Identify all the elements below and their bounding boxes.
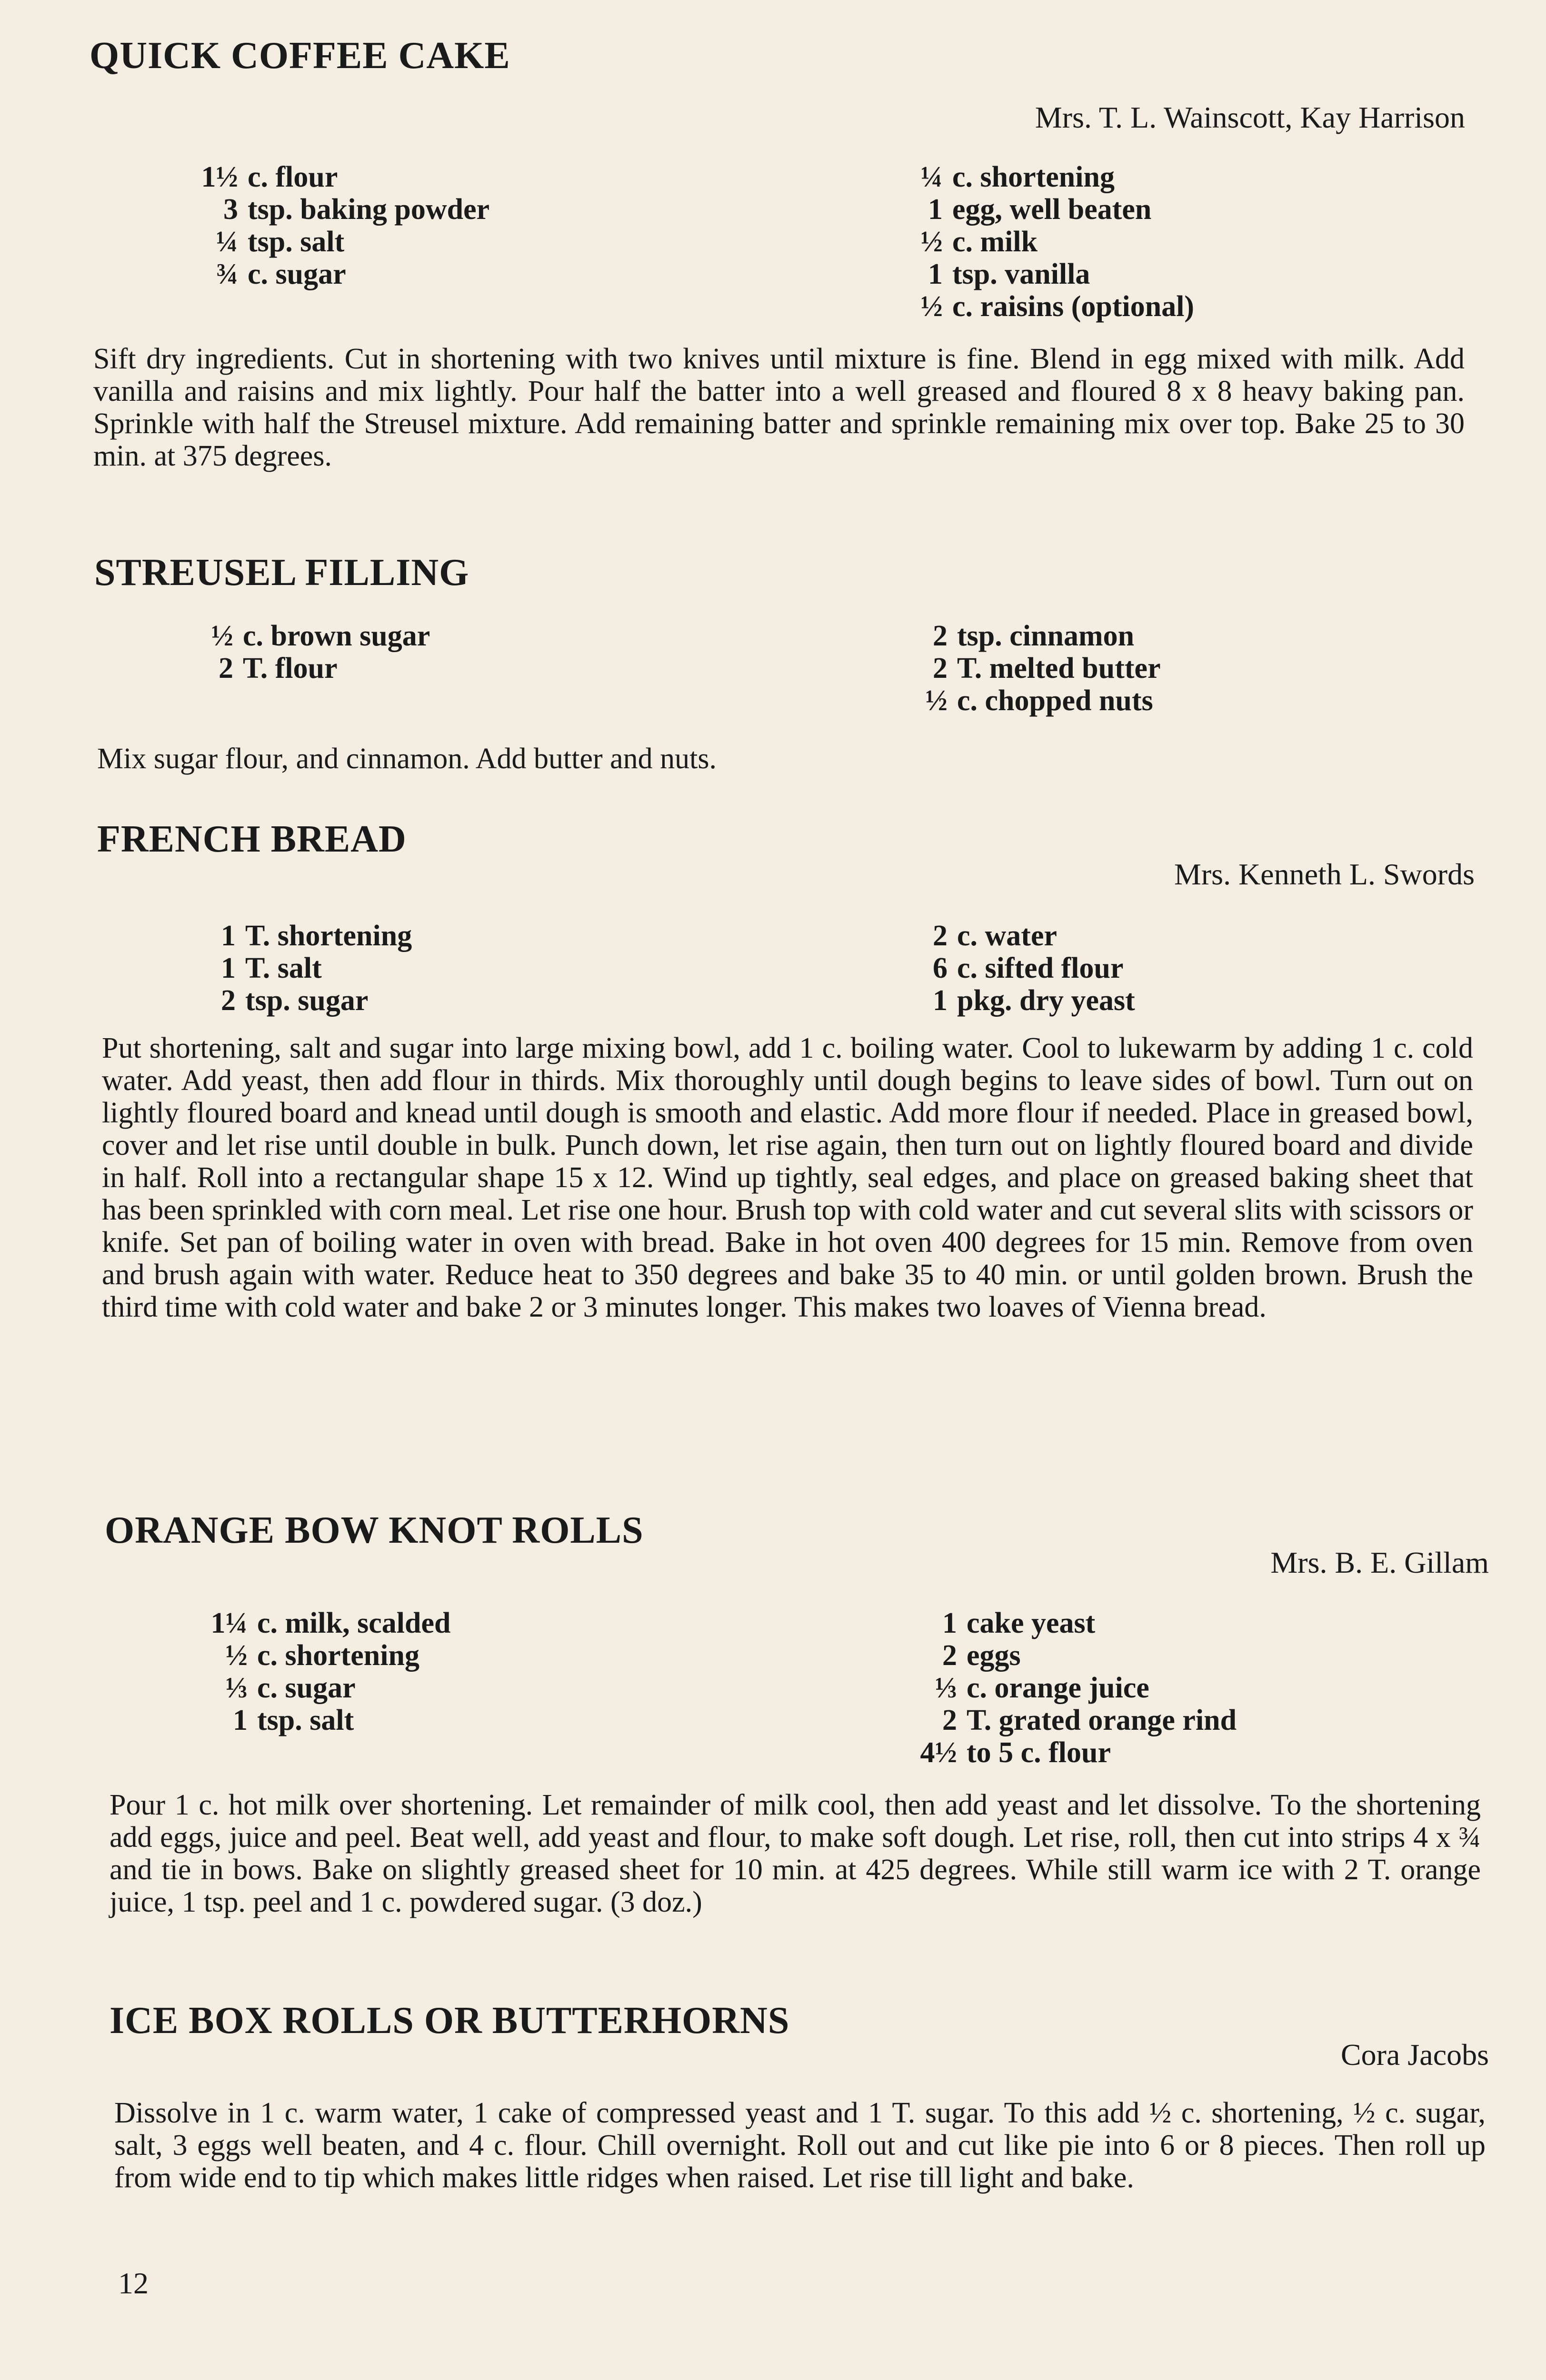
ingredient: ½ c. brown sugar (211, 620, 430, 652)
ingredient: 1¼ c. milk, scalded (210, 1607, 451, 1639)
ingredient: ¾ c. sugar (216, 258, 346, 290)
ingredient: ½ c. shortening (225, 1639, 419, 1672)
ingredient: 1 egg, well beaten (928, 193, 1152, 226)
ingredient: ⅓ c. sugar (225, 1672, 356, 1704)
ingredients-right (890, 161, 1194, 323)
ingredients-left (167, 161, 489, 290)
recipe-author: Mrs. Kenneth L. Swords (1174, 857, 1475, 891)
ingredient: 1½ c. flour (201, 161, 338, 193)
ingredient: ½ c. milk (920, 226, 1038, 258)
ingredient: 2 T. melted butter (933, 652, 1161, 684)
ingredients-left (162, 620, 430, 684)
recipe-title: QUICK COFFEE CAKE (90, 35, 510, 77)
ingredient: 2 tsp. sugar (221, 984, 369, 1017)
ingredient: ¼ tsp. salt (216, 226, 345, 258)
ingredient: 2 T. grated orange rind (942, 1704, 1237, 1736)
ingredient: 1 T. salt (221, 952, 322, 984)
recipe-directions: Sift dry ingredients. Cut in shortening with two knives until mixture is fine. Blend in egg mixed with milk. Add vanilla and raisins and mix lightly. Pour half the batter into a well greased and floured 8 x 8 heavy baking pan. Sprinkle with half the Streusel mixture. Add remaining batter and sprinkle remaining mix over top. Bake 25 to 30 min. at 375 degrees. (93, 343, 1465, 472)
recipe-author: Mrs. T. L. Wainscott, Kay Harrison (1035, 100, 1465, 134)
recipe-title: FRENCH BREAD (97, 818, 407, 860)
recipe-directions: Mix sugar flour, and cinnamon. Add butter and nuts. (97, 743, 717, 775)
ingredients-right (895, 620, 1161, 717)
ingredient: ¼ c. shortening (920, 161, 1115, 193)
recipe-author: Mrs. B. E. Gillam (1270, 1546, 1489, 1579)
ingredient: 4½ to 5 c. flour (920, 1736, 1111, 1769)
recipe-directions: Put shortening, salt and sugar into large mixing bowl, add 1 c. boiling water. Cool to lukewarm by adding 1 c. cold water. Add yeast, then add flour in thirds. Mix thoroughly until dough begins to leave sides of bowl. Turn out on lightly floured board and knead until dough is smooth and elastic. Add more flour if needed. Place in greased bowl, cover and let rise until double in bulk. Punch down, let rise again, then turn out on lightly floured board and divide in half. Roll into a rectangular shape 15 x 12. Wind up tightly, seal edges, and place on greased baking sheet that has been sprinkled with corn meal. Let rise one hour. Brush top with cold water and cut several slits with scissors or knife. Set pan of boiling water in oven with bread. Bake in hot oven 400 degrees for 15 min. Remove from oven and brush again with water. Reduce heat to 350 degrees and bake 35 to 40 min. or until golden brown. Brush the third time with cold water and bake 2 or 3 minutes longer. This makes two loaves of Vienna bread. (102, 1032, 1473, 1323)
ingredients-left (176, 1607, 450, 1736)
recipe-title: ORANGE BOW KNOT ROLLS (105, 1509, 644, 1551)
ingredients-right (881, 1607, 1237, 1769)
ingredient: 1 tsp. vanilla (928, 258, 1090, 290)
recipe-directions: Pour 1 c. hot milk over shortening. Let remainder of milk cool, then add yeast and let dissolve. To the shortening add eggs, juice and peel. Beat well, add yeast and flour, to make soft dough. Let rise, roll, then cut into strips 4 x ¾ and tie in bows. Bake on slightly greased sheet for 10 min. at 425 degrees. While still warm ice with 2 T. orange juice, 1 tsp. peel and 1 c. powdered sugar. (3 doz.) (110, 1789, 1481, 1918)
ingredient: ⅓ c. orange juice (935, 1672, 1149, 1704)
ingredient: 3 tsp. baking powder (223, 193, 490, 226)
ingredients-right (895, 920, 1135, 1017)
ingredient: 2 tsp. cinnamon (933, 620, 1135, 652)
page-number: 12 (118, 2266, 149, 2300)
ingredient: 1 cake yeast (942, 1607, 1096, 1639)
ingredient: 2 eggs (942, 1639, 1021, 1672)
recipe-title: ICE BOX ROLLS OR BUTTERHORNS (110, 2000, 790, 2042)
recipe-title: STREUSEL FILLING (94, 552, 469, 594)
ingredient: 1 tsp. salt (233, 1704, 354, 1736)
ingredient: ½ c. chopped nuts (925, 684, 1153, 717)
recipe-author: Cora Jacobs (1340, 2038, 1489, 2072)
ingredient: 2 T. flour (219, 652, 338, 684)
ingredient: ½ c. raisins (optional) (920, 290, 1195, 323)
ingredient: 1 pkg. dry yeast (933, 984, 1135, 1017)
ingredient: 2 c. water (933, 920, 1057, 952)
recipe-directions: Dissolve in 1 c. warm water, 1 cake of compressed yeast and 1 T. sugar. To this add ½ c. shortening, ½ c. sugar, salt, 3 eggs well beaten, and 4 c. flour. Chill overnight. Roll out and cut like pie into 6 or 8 pieces. Then roll up from wide end to tip which makes little ridges when raised. Let rise till light and bake. (114, 2097, 1486, 2194)
ingredient: 6 c. sifted flour (933, 952, 1124, 984)
ingredient: 1 T. shortening (221, 920, 412, 952)
ingredients-left (169, 920, 412, 1017)
